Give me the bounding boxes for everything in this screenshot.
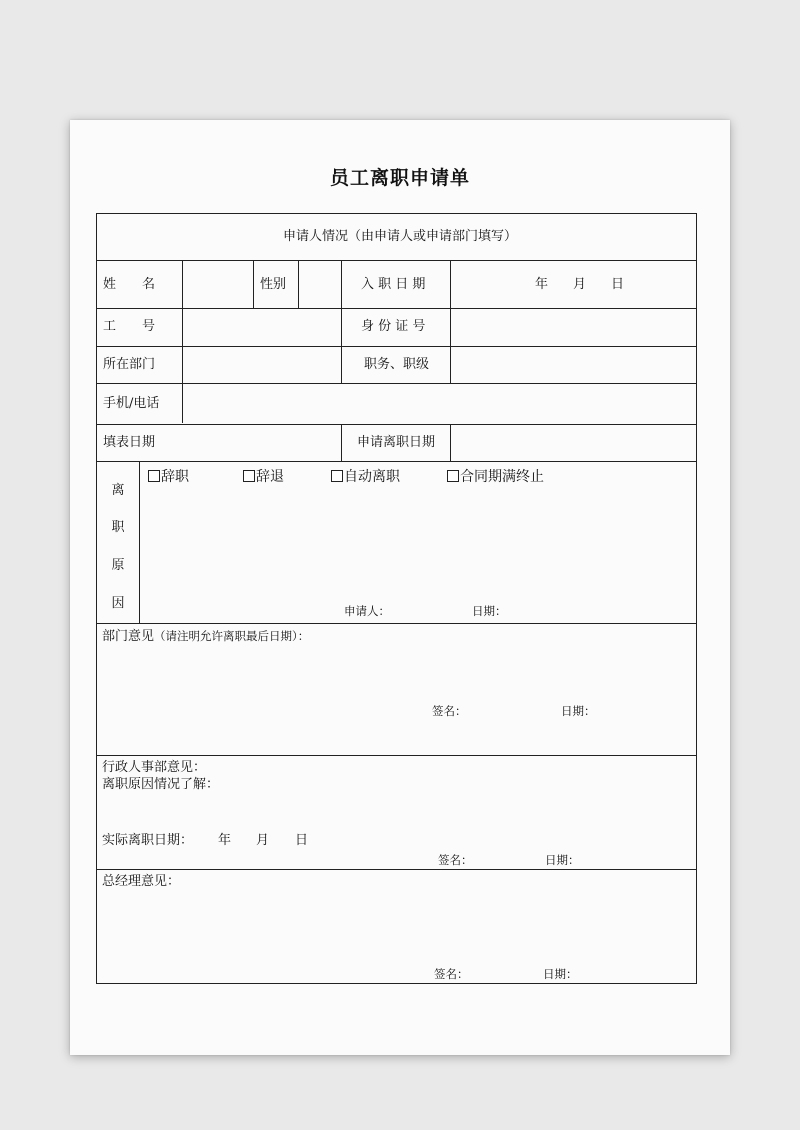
- col-divider: [139, 461, 140, 623]
- col-divider: [341, 260, 342, 383]
- col-divider: [182, 260, 183, 423]
- applicant-sign-label: 申请人：: [344, 604, 390, 618]
- admin-date-label: 日期：: [545, 853, 580, 867]
- fill-date-label: 填表日期: [103, 435, 156, 450]
- gm-sign-label: 签名：: [434, 967, 469, 981]
- checkbox-icon[interactable]: [243, 470, 255, 482]
- admin-reason-label: 离职原因情况了解：: [102, 777, 220, 792]
- apply-date-label: 申请离职日期: [357, 435, 436, 450]
- row-divider: [96, 461, 697, 462]
- row-divider: [96, 308, 697, 309]
- col-divider: [253, 260, 254, 308]
- checkbox-icon[interactable]: [447, 470, 459, 482]
- row-divider: [96, 383, 697, 384]
- row-divider: [96, 869, 697, 870]
- gender-label: 性别: [260, 277, 287, 292]
- dept-opinion-label: 部门意见（请注明允许离职最后日期）：: [102, 629, 310, 644]
- join-date-label: 入 职 日 期: [361, 277, 426, 292]
- col-divider: [298, 260, 299, 308]
- row-divider: [96, 346, 697, 347]
- col-divider: [341, 424, 342, 461]
- col-divider: [450, 260, 451, 383]
- option-auto-leave[interactable]: 自动离职: [331, 469, 400, 485]
- name-label: 姓 名: [103, 277, 156, 292]
- join-day-label: 日: [611, 277, 625, 292]
- applicant-date-label: 日期：: [472, 604, 507, 618]
- reason-label-char: 原: [111, 558, 125, 573]
- id-card-label: 身 份 证 号: [361, 319, 426, 334]
- row-divider: [96, 260, 697, 261]
- row-divider: [96, 755, 697, 756]
- option-contract-end[interactable]: 合同期满终止: [447, 469, 544, 485]
- join-year-label: 年: [535, 277, 549, 292]
- actual-year-label: 年: [218, 833, 232, 848]
- row-divider: [96, 424, 697, 425]
- form-title: 员工离职申请单: [329, 167, 470, 189]
- admin-sign-label: 签名：: [438, 853, 473, 867]
- row-divider: [96, 623, 697, 624]
- checkbox-icon[interactable]: [148, 470, 160, 482]
- dept-sign-label: 签名：: [432, 704, 467, 718]
- col-divider: [450, 424, 451, 461]
- phone-label: 手机/电话: [103, 396, 160, 411]
- actual-month-label: 月: [256, 833, 270, 848]
- employee-id-label: 工 号: [103, 319, 156, 334]
- reason-label-char: 职: [111, 520, 125, 535]
- section-header: 申请人情况（由申请人或申请部门填写）: [282, 229, 517, 244]
- actual-day-label: 日: [295, 833, 309, 848]
- option-dismissed[interactable]: 辞退: [243, 469, 284, 485]
- gm-opinion-label: 总经理意见：: [102, 874, 181, 889]
- actual-leave-date-label: 实际离职日期：: [102, 833, 194, 848]
- department-label: 所在部门: [103, 357, 156, 372]
- reason-label-char: 因: [111, 596, 125, 611]
- join-month-label: 月: [573, 277, 587, 292]
- admin-opinion-label: 行政人事部意见：: [102, 760, 207, 775]
- dept-date-label: 日期：: [561, 704, 596, 718]
- gm-date-label: 日期：: [543, 967, 578, 981]
- option-resign[interactable]: 辞职: [148, 469, 189, 485]
- reason-label-char: 离: [111, 483, 125, 498]
- position-label: 职务、职级: [364, 357, 430, 372]
- checkbox-icon[interactable]: [331, 470, 343, 482]
